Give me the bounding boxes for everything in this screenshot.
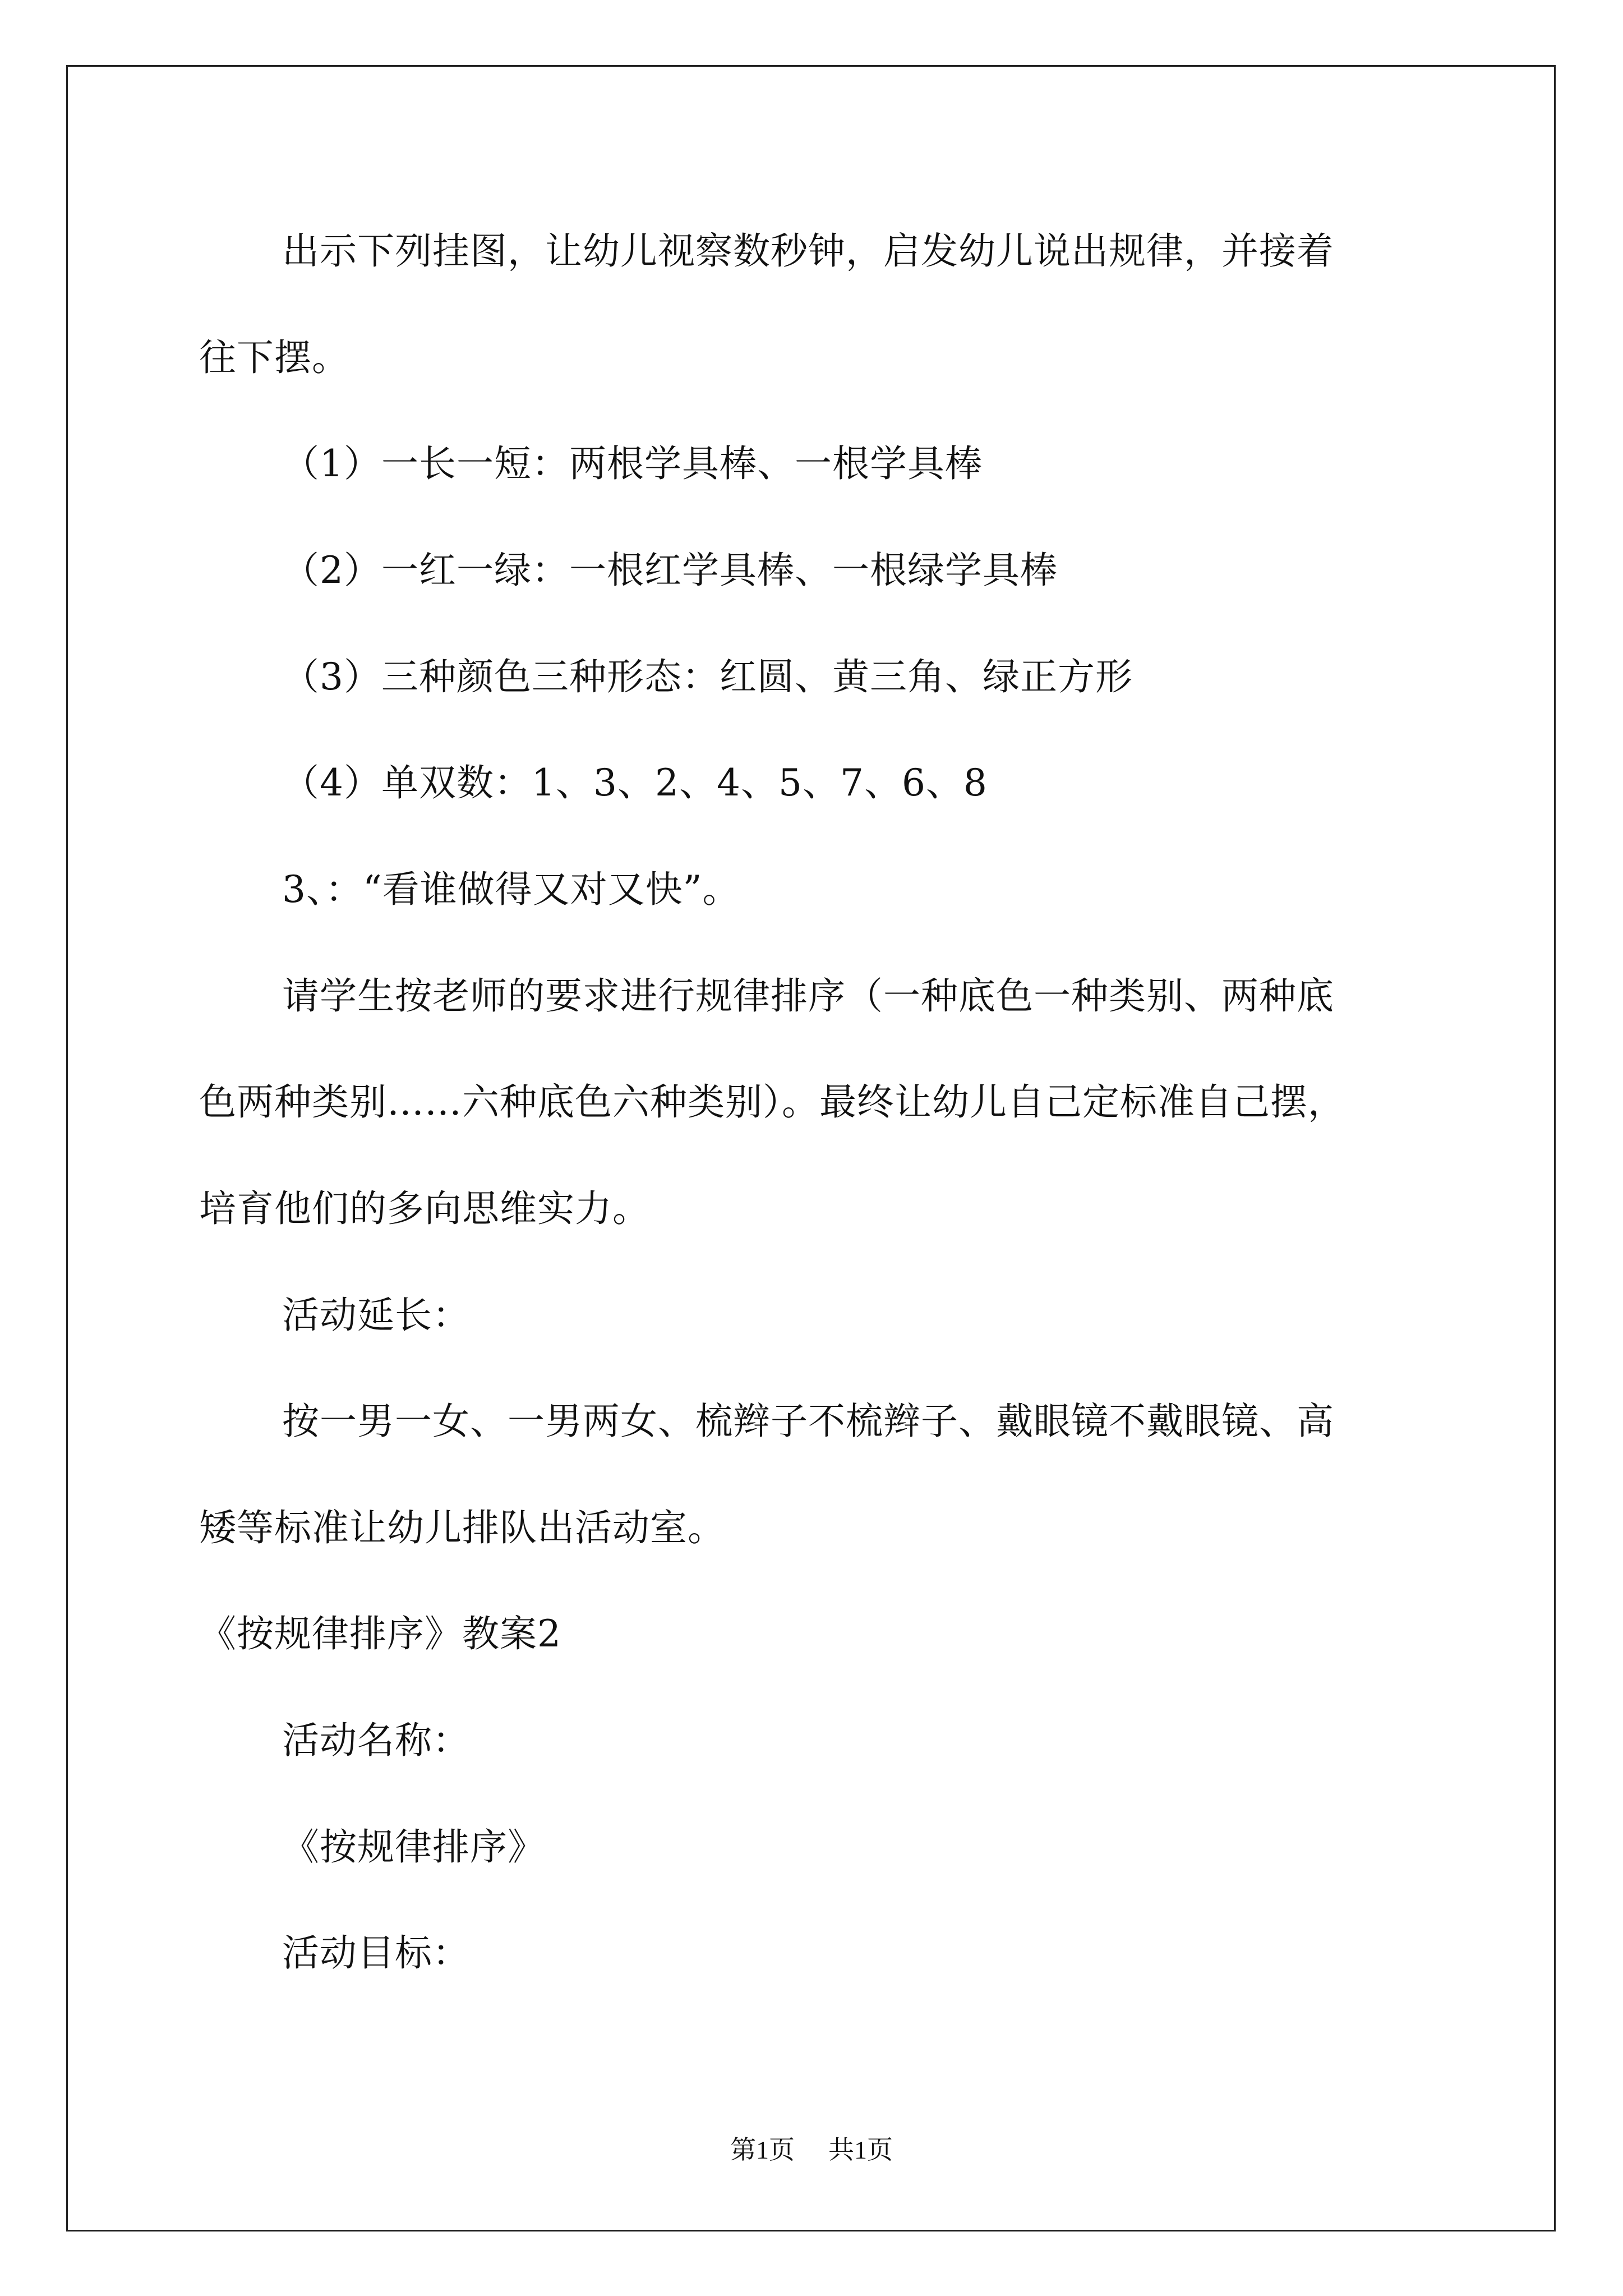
page-number-total: 共1页 (828, 2136, 893, 2164)
page-border (66, 65, 1556, 2231)
paragraph-line: 矮等标准让幼儿排队出活动室。 (199, 1506, 725, 1549)
list-item: （2）一红一绿：一根红学具棒、一根绿学具棒 (282, 549, 1058, 592)
paragraph-line: 培育他们的多向思维实力。 (199, 1187, 650, 1230)
paragraph-line: 请学生按老师的要求进行规律排序（一种底色一种类别、两种底 (282, 974, 1334, 1018)
step-heading: 3、：“看谁做得又对又快”。 (282, 868, 740, 911)
paragraph-line: 出示下列挂图，让幼儿视察数秒钟，启发幼儿说出规律，并接着 (282, 229, 1334, 273)
paragraph-line: 往下摆。 (199, 336, 349, 379)
list-item: （4）单双数：1、3、2、4、5、7、6、8 (282, 761, 988, 804)
list-item: （1）一长一短：两根学具棒、一根学具棒 (282, 442, 983, 485)
page-footer (0, 2134, 1623, 2166)
paragraph-line: 按一男一女、一男两女、梳辫子不梳辫子、戴眼镜不戴眼镜、高 (282, 1400, 1334, 1443)
list-item: （3）三种颜色三种形态：红圆、黄三角、绿正方形 (282, 655, 1133, 698)
activity-goal-heading: 活动目标： (282, 1931, 470, 1975)
extension-heading: 活动延长： (282, 1294, 470, 1337)
page-number-current: 第1页 (730, 2136, 795, 2164)
activity-name-heading: 活动名称： (282, 1719, 470, 1762)
paragraph-line: 色两种类别……六种底色六种类别）。最终让幼儿自己定标准自己摆， (199, 1080, 1345, 1124)
section-title: 《按规律排序》教案2 (199, 1612, 561, 1655)
activity-name-value: 《按规律排序》 (282, 1825, 545, 1869)
